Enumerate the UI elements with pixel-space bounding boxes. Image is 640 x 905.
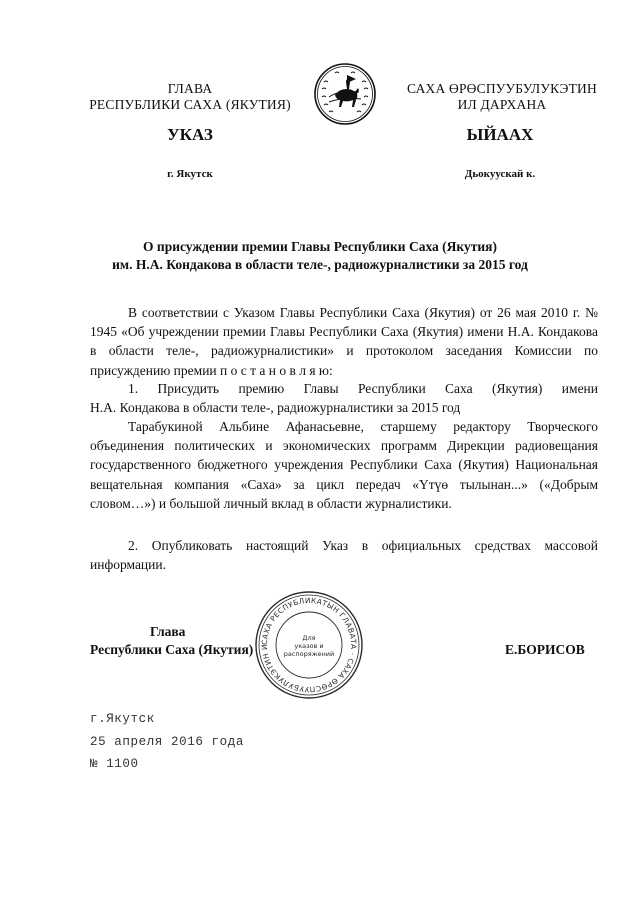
signature-role-line2: Республики Саха (Якутия) [90,642,254,657]
city-sakha: Дьокуускай к. [464,168,536,180]
item-2: 2. Опубликовать настоящий Указ в официальных средствах массовой информации. [90,538,598,573]
header-left-line1: ГЛАВА [167,81,213,96]
header-right [382,81,622,113]
decree-title-ru: УКАЗ [167,125,213,144]
item-1-text: Присудить премию Главы Республики Саха (Якутия) имени [157,381,599,396]
decree-title-sakha: ЫЙААХ [466,125,534,144]
signature-role-line1: Глава [150,624,186,639]
decree-subject [40,238,600,274]
preamble-text: В соответствии с Указом Главы Республики Саха (Якутия) от 26 мая 2010 г. № 1945 «Об учреждении премии Главы Республики Саха (Якутия) имени Н.А. Кондакова в области теле-, радиожурналистики» и протоколом заседания Комиссии по присуждению премии [90,305,598,378]
subject-line2: им. Н.А. Кондакова в области теле-, радиожурналистики за 2015 год [112,257,528,272]
signature-name: Е.БОРИСОВ [505,642,585,657]
footer-city: г.Якутск [90,712,155,726]
seal-center-line2: указов и [294,642,324,650]
seal-center-line3: распоряжений [283,650,335,658]
header-right-line1: САХА ӨРӨСПУУБУЛУКЭТИН [407,81,597,96]
footer-number: № 1100 [90,757,139,771]
sakha-coat-of-arms-icon [313,62,377,126]
city-ru: г. Якутск [167,168,213,180]
footer-date: 25 апреля 2016 года [90,735,244,749]
header-left-line2: РЕСПУБЛИКИ САХА (ЯКУТИЯ) [89,97,291,112]
header-right-line2: ИЛ ДАРХАНА [457,97,547,112]
subject-line1: О присуждении премии Главы Республики Саха (Якутия) [143,239,497,254]
seal-center-line1: Для [302,634,316,642]
header-left [70,81,310,113]
preamble-paragraph [90,303,598,380]
decree-verb: п о с т а н о в л я ю: [220,362,333,378]
item-1-cont: Н.А. Кондакова в области теле-, радиожурналистики за 2015 год [90,400,461,415]
recipient-paragraph: Тарабукиной Альбине Афанасьевне, старшему редактору Творческого объединения политических и экономических программ Дирекции радиовещания государственного бюджетного учреждения Республики Саха (Якутия) Национальная вещательная компания «Саха» за цикл передач «Үтүө тылынан...» («Добрым словом…») и большой личный вклад в области журналистики. [90,419,598,511]
item-1-number: 1. [128,381,139,396]
seal-ring-text: САХА РЕСПУБЛИКАТЫН ГЛАВАТА · САХА ӨРӨСПУУБУЛУКЭТИН И [259,595,359,695]
item-1 [90,379,598,398]
round-seal-icon [254,590,364,700]
